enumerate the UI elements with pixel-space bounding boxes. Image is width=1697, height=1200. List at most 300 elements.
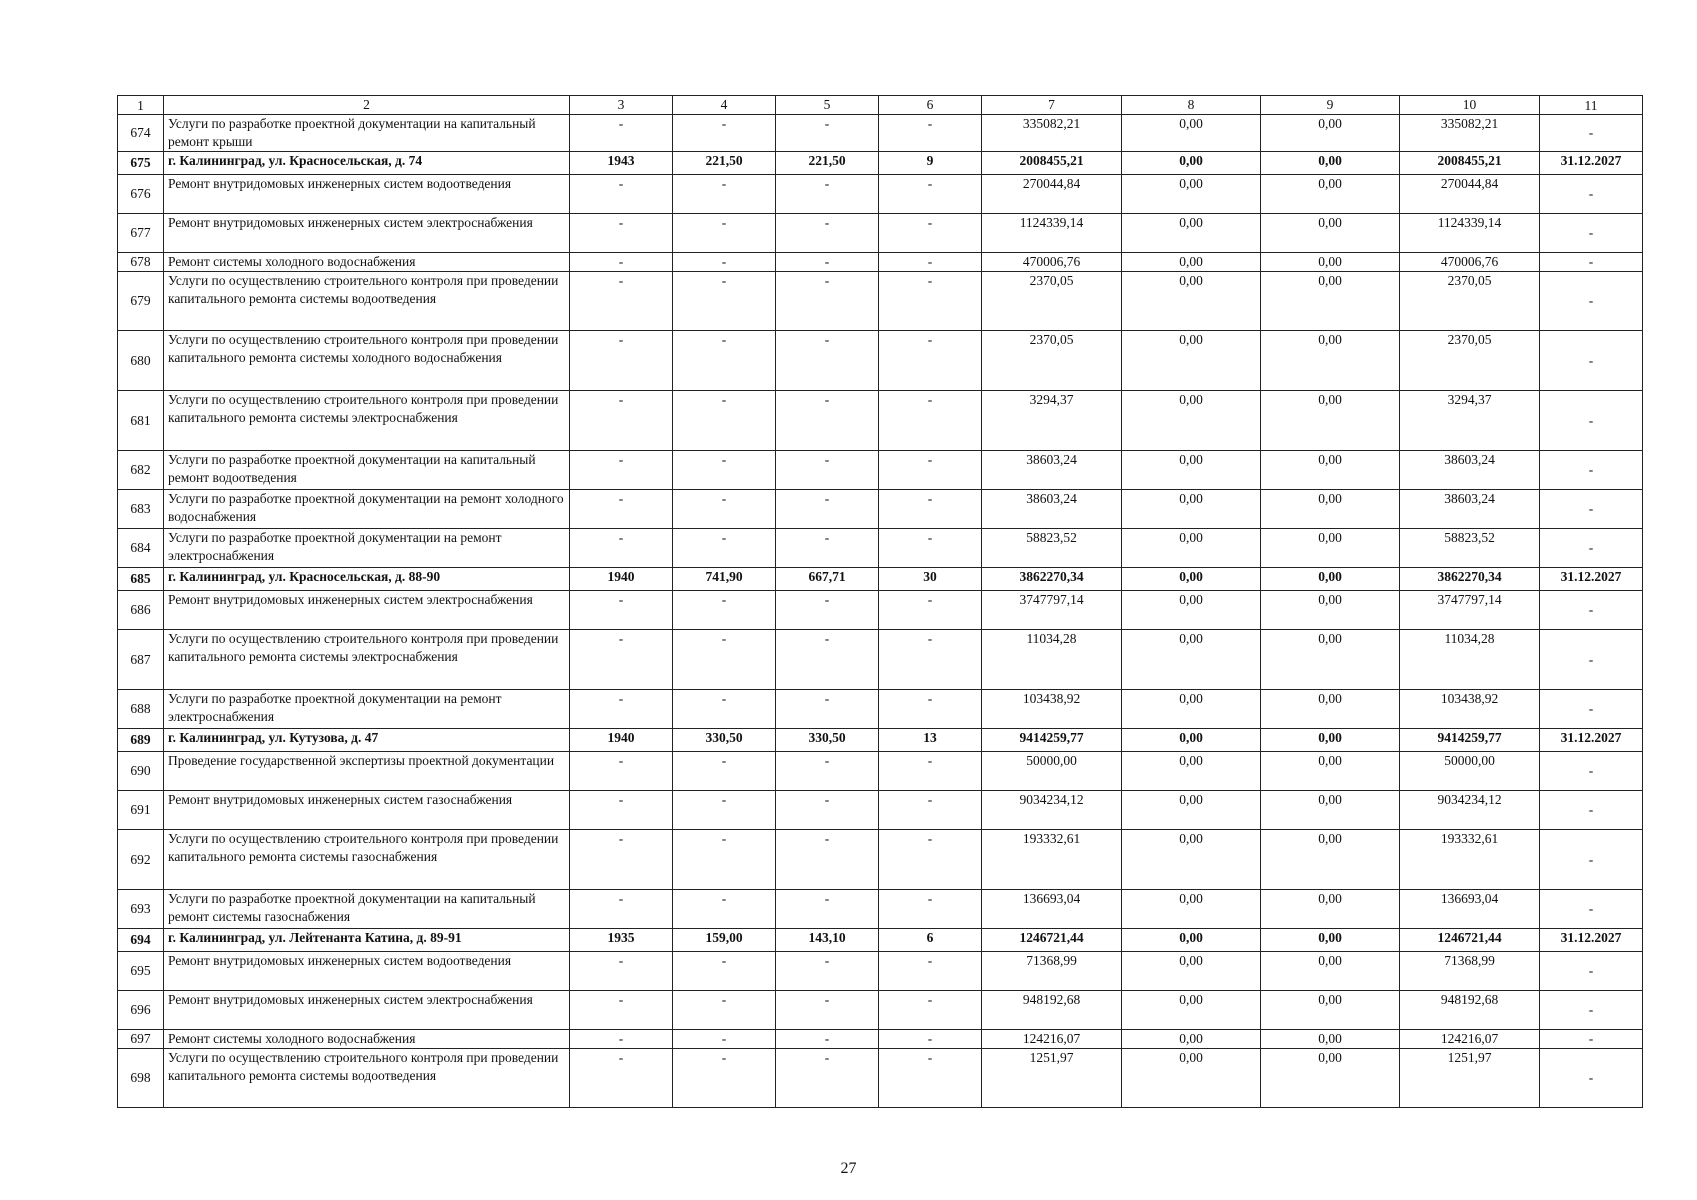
- fund-cell: 0,00: [1122, 115, 1261, 152]
- budget-cell: 0,00: [1261, 729, 1400, 752]
- total-cost-cell: 1251,97: [982, 1049, 1122, 1108]
- item-name: Ремонт внутридомовых инженерных систем газоснабжения: [164, 791, 570, 830]
- fund-cell: 0,00: [1122, 991, 1261, 1030]
- owners-cost-cell: 335082,21: [1400, 115, 1540, 152]
- residents-cell: -: [879, 630, 982, 690]
- budget-cell: 0,00: [1261, 529, 1400, 568]
- budget-cell: 0,00: [1261, 451, 1400, 490]
- fund-cell: 0,00: [1122, 272, 1261, 331]
- total-cost-cell: 3862270,34: [982, 568, 1122, 591]
- budget-cell: 0,00: [1261, 214, 1400, 253]
- budget-cell: 0,00: [1261, 175, 1400, 214]
- row-number: 686: [118, 591, 164, 630]
- area-living-cell: 143,10: [776, 929, 879, 952]
- budget-cell: 0,00: [1261, 115, 1400, 152]
- area-living-cell: -: [776, 214, 879, 253]
- row-number: 689: [118, 729, 164, 752]
- year-cell: -: [570, 1030, 673, 1049]
- owners-cost-cell: 58823,52: [1400, 529, 1540, 568]
- area-living-cell: -: [776, 1030, 879, 1049]
- deadline-cell: -: [1540, 1030, 1643, 1049]
- residents-cell: -: [879, 391, 982, 451]
- deadline-cell: 31.12.2027: [1540, 929, 1643, 952]
- area-living-cell: -: [776, 630, 879, 690]
- row-number: 684: [118, 529, 164, 568]
- row-number: 679: [118, 272, 164, 331]
- row-number: 680: [118, 331, 164, 391]
- row-number: 692: [118, 830, 164, 890]
- area-living-cell: -: [776, 791, 879, 830]
- item-name: г. Калининград, ул. Красносельская, д. 74: [164, 152, 570, 175]
- fund-cell: 0,00: [1122, 630, 1261, 690]
- owners-cost-cell: 3862270,34: [1400, 568, 1540, 591]
- owners-cost-cell: 2008455,21: [1400, 152, 1540, 175]
- fund-cell: 0,00: [1122, 830, 1261, 890]
- deadline-cell: -: [1540, 952, 1643, 991]
- total-cost-cell: 71368,99: [982, 952, 1122, 991]
- work-row: [118, 952, 1643, 991]
- row-number: 683: [118, 490, 164, 529]
- total-cost-cell: 1124339,14: [982, 214, 1122, 253]
- row-number: 697: [118, 1030, 164, 1049]
- deadline-cell: -: [1540, 490, 1643, 529]
- area-total-cell: -: [673, 890, 776, 929]
- deadline-cell: -: [1540, 690, 1643, 729]
- owners-cost-cell: 1124339,14: [1400, 214, 1540, 253]
- year-cell: -: [570, 391, 673, 451]
- area-total-cell: 221,50: [673, 152, 776, 175]
- deadline-cell: -: [1540, 253, 1643, 272]
- residents-cell: -: [879, 272, 982, 331]
- deadline-cell: -: [1540, 1049, 1643, 1108]
- year-cell: 1943: [570, 152, 673, 175]
- owners-cost-cell: 136693,04: [1400, 890, 1540, 929]
- area-total-cell: -: [673, 630, 776, 690]
- deadline-cell: -: [1540, 991, 1643, 1030]
- year-cell: -: [570, 175, 673, 214]
- budget-cell: 0,00: [1261, 690, 1400, 729]
- fund-cell: 0,00: [1122, 253, 1261, 272]
- fund-cell: 0,00: [1122, 175, 1261, 214]
- residents-cell: -: [879, 331, 982, 391]
- fund-cell: 0,00: [1122, 752, 1261, 791]
- column-number-header: 4: [673, 96, 776, 115]
- total-cost-cell: 335082,21: [982, 115, 1122, 152]
- deadline-cell: -: [1540, 890, 1643, 929]
- residents-cell: -: [879, 1049, 982, 1108]
- budget-cell: 0,00: [1261, 752, 1400, 791]
- owners-cost-cell: 3294,37: [1400, 391, 1540, 451]
- work-row: [118, 890, 1643, 929]
- fund-cell: 0,00: [1122, 952, 1261, 991]
- column-number-header: 7: [982, 96, 1122, 115]
- total-cost-cell: 2370,05: [982, 331, 1122, 391]
- area-total-cell: 159,00: [673, 929, 776, 952]
- area-living-cell: 667,71: [776, 568, 879, 591]
- total-cost-cell: 1246721,44: [982, 929, 1122, 952]
- column-number-header: 9: [1261, 96, 1400, 115]
- total-cost-cell: 3747797,14: [982, 591, 1122, 630]
- area-living-cell: -: [776, 591, 879, 630]
- year-cell: 1940: [570, 729, 673, 752]
- work-row: [118, 752, 1643, 791]
- row-number: 696: [118, 991, 164, 1030]
- area-total-cell: -: [673, 1049, 776, 1108]
- owners-cost-cell: 270044,84: [1400, 175, 1540, 214]
- owners-cost-cell: 103438,92: [1400, 690, 1540, 729]
- total-cost-cell: 2370,05: [982, 272, 1122, 331]
- area-total-cell: -: [673, 991, 776, 1030]
- item-name: Услуги по осуществлению строительного контроля при проведении капитального ремонта системы водоотведения: [164, 1049, 570, 1108]
- item-name: Услуги по осуществлению строительного контроля при проведении капитального ремонта системы электроснабжения: [164, 630, 570, 690]
- item-name: г. Калининград, ул. Кутузова, д. 47: [164, 729, 570, 752]
- residents-cell: -: [879, 791, 982, 830]
- area-total-cell: -: [673, 490, 776, 529]
- total-cost-cell: 2008455,21: [982, 152, 1122, 175]
- year-cell: -: [570, 591, 673, 630]
- fund-cell: 0,00: [1122, 929, 1261, 952]
- budget-cell: 0,00: [1261, 1049, 1400, 1108]
- area-living-cell: -: [776, 175, 879, 214]
- work-row: [118, 690, 1643, 729]
- item-name: Услуги по разработке проектной документации на капитальный ремонт крыши: [164, 115, 570, 152]
- address-row: [118, 152, 1643, 175]
- item-name: Услуги по разработке проектной документации на капитальный ремонт водоотведения: [164, 451, 570, 490]
- deadline-cell: -: [1540, 451, 1643, 490]
- total-cost-cell: 9414259,77: [982, 729, 1122, 752]
- work-row: [118, 175, 1643, 214]
- work-row: [118, 529, 1643, 568]
- column-number-header: 5: [776, 96, 879, 115]
- year-cell: 1940: [570, 568, 673, 591]
- fund-cell: 0,00: [1122, 152, 1261, 175]
- area-living-cell: -: [776, 1049, 879, 1108]
- budget-cell: 0,00: [1261, 568, 1400, 591]
- total-cost-cell: 270044,84: [982, 175, 1122, 214]
- area-total-cell: -: [673, 175, 776, 214]
- area-total-cell: -: [673, 1030, 776, 1049]
- work-row: [118, 253, 1643, 272]
- residents-cell: -: [879, 175, 982, 214]
- column-number-header: 6: [879, 96, 982, 115]
- budget-cell: 0,00: [1261, 991, 1400, 1030]
- owners-cost-cell: 9414259,77: [1400, 729, 1540, 752]
- row-number: 698: [118, 1049, 164, 1108]
- residents-cell: -: [879, 490, 982, 529]
- item-name: Услуги по осуществлению строительного контроля при проведении капитального ремонта системы электроснабжения: [164, 391, 570, 451]
- work-row: [118, 630, 1643, 690]
- residents-cell: 30: [879, 568, 982, 591]
- row-number: 675: [118, 152, 164, 175]
- year-cell: -: [570, 890, 673, 929]
- row-number: 687: [118, 630, 164, 690]
- residents-cell: 6: [879, 929, 982, 952]
- deadline-cell: -: [1540, 830, 1643, 890]
- work-row: [118, 591, 1643, 630]
- fund-cell: 0,00: [1122, 791, 1261, 830]
- area-total-cell: -: [673, 391, 776, 451]
- area-living-cell: -: [776, 752, 879, 791]
- deadline-cell: -: [1540, 591, 1643, 630]
- deadline-cell: -: [1540, 175, 1643, 214]
- area-living-cell: -: [776, 991, 879, 1030]
- owners-cost-cell: 38603,24: [1400, 490, 1540, 529]
- deadline-cell: 31.12.2027: [1540, 729, 1643, 752]
- address-row: [118, 729, 1643, 752]
- area-living-cell: -: [776, 890, 879, 929]
- column-number-header: 2: [164, 96, 570, 115]
- year-cell: -: [570, 1049, 673, 1108]
- fund-cell: 0,00: [1122, 890, 1261, 929]
- column-number-header: 10: [1400, 96, 1540, 115]
- column-number-header: 8: [1122, 96, 1261, 115]
- residents-cell: -: [879, 115, 982, 152]
- total-cost-cell: 193332,61: [982, 830, 1122, 890]
- row-number: 678: [118, 253, 164, 272]
- year-cell: -: [570, 214, 673, 253]
- owners-cost-cell: 193332,61: [1400, 830, 1540, 890]
- area-living-cell: 221,50: [776, 152, 879, 175]
- row-number: 681: [118, 391, 164, 451]
- work-row: [118, 331, 1643, 391]
- area-living-cell: -: [776, 690, 879, 729]
- deadline-cell: -: [1540, 791, 1643, 830]
- area-total-cell: -: [673, 272, 776, 331]
- year-cell: -: [570, 630, 673, 690]
- budget-cell: 0,00: [1261, 272, 1400, 331]
- area-total-cell: -: [673, 830, 776, 890]
- owners-cost-cell: 124216,07: [1400, 1030, 1540, 1049]
- residents-cell: -: [879, 253, 982, 272]
- residents-cell: -: [879, 690, 982, 729]
- work-row: [118, 830, 1643, 890]
- item-name: Проведение государственной экспертизы проектной документации: [164, 752, 570, 791]
- fund-cell: 0,00: [1122, 690, 1261, 729]
- year-cell: -: [570, 451, 673, 490]
- row-number: 691: [118, 791, 164, 830]
- item-name: Ремонт системы холодного водоснабжения: [164, 1030, 570, 1049]
- deadline-cell: -: [1540, 331, 1643, 391]
- area-living-cell: -: [776, 331, 879, 391]
- work-row: [118, 391, 1643, 451]
- item-name: Услуги по разработке проектной документации на ремонт электроснабжения: [164, 690, 570, 729]
- residents-cell: 9: [879, 152, 982, 175]
- work-row: [118, 214, 1643, 253]
- residents-cell: -: [879, 591, 982, 630]
- year-cell: -: [570, 253, 673, 272]
- residents-cell: -: [879, 952, 982, 991]
- work-row: [118, 272, 1643, 331]
- row-number: 694: [118, 929, 164, 952]
- residents-cell: 13: [879, 729, 982, 752]
- item-name: г. Калининград, ул. Лейтенанта Катина, д. 89-91: [164, 929, 570, 952]
- item-name: г. Калининград, ул. Красносельская, д. 88-90: [164, 568, 570, 591]
- item-name: Ремонт внутридомовых инженерных систем водоотведения: [164, 952, 570, 991]
- work-row: [118, 1030, 1643, 1049]
- deadline-cell: 31.12.2027: [1540, 568, 1643, 591]
- budget-cell: 0,00: [1261, 929, 1400, 952]
- owners-cost-cell: 1251,97: [1400, 1049, 1540, 1108]
- total-cost-cell: 50000,00: [982, 752, 1122, 791]
- residents-cell: -: [879, 214, 982, 253]
- owners-cost-cell: 948192,68: [1400, 991, 1540, 1030]
- residents-cell: -: [879, 991, 982, 1030]
- fund-cell: 0,00: [1122, 529, 1261, 568]
- row-number: 674: [118, 115, 164, 152]
- budget-cell: 0,00: [1261, 830, 1400, 890]
- year-cell: -: [570, 690, 673, 729]
- area-total-cell: -: [673, 451, 776, 490]
- area-living-cell: -: [776, 451, 879, 490]
- area-total-cell: -: [673, 752, 776, 791]
- area-total-cell: -: [673, 253, 776, 272]
- year-cell: -: [570, 752, 673, 791]
- fund-cell: 0,00: [1122, 729, 1261, 752]
- total-cost-cell: 136693,04: [982, 890, 1122, 929]
- area-total-cell: -: [673, 331, 776, 391]
- item-name: Ремонт внутридомовых инженерных систем электроснабжения: [164, 991, 570, 1030]
- budget-cell: 0,00: [1261, 630, 1400, 690]
- total-cost-cell: 58823,52: [982, 529, 1122, 568]
- residents-cell: -: [879, 890, 982, 929]
- residents-cell: -: [879, 529, 982, 568]
- budget-cell: 0,00: [1261, 791, 1400, 830]
- area-total-cell: -: [673, 214, 776, 253]
- deadline-cell: 31.12.2027: [1540, 152, 1643, 175]
- row-number: 690: [118, 752, 164, 791]
- area-total-cell: -: [673, 115, 776, 152]
- address-row: [118, 568, 1643, 591]
- owners-cost-cell: 50000,00: [1400, 752, 1540, 791]
- item-name: Ремонт внутридомовых инженерных систем электроснабжения: [164, 214, 570, 253]
- year-cell: -: [570, 830, 673, 890]
- budget-cell: 0,00: [1261, 490, 1400, 529]
- deadline-cell: -: [1540, 391, 1643, 451]
- area-living-cell: -: [776, 529, 879, 568]
- area-living-cell: -: [776, 490, 879, 529]
- work-row: [118, 1049, 1643, 1108]
- work-row: [118, 451, 1643, 490]
- total-cost-cell: 11034,28: [982, 630, 1122, 690]
- item-name: Услуги по разработке проектной документации на ремонт холодного водоснабжения: [164, 490, 570, 529]
- row-number: 676: [118, 175, 164, 214]
- year-cell: -: [570, 952, 673, 991]
- work-row: [118, 991, 1643, 1030]
- year-cell: -: [570, 991, 673, 1030]
- deadline-cell: -: [1540, 630, 1643, 690]
- area-living-cell: -: [776, 952, 879, 991]
- year-cell: -: [570, 115, 673, 152]
- fund-cell: 0,00: [1122, 568, 1261, 591]
- table-header-row: [118, 96, 1643, 115]
- deadline-cell: -: [1540, 214, 1643, 253]
- fund-cell: 0,00: [1122, 331, 1261, 391]
- row-number: 677: [118, 214, 164, 253]
- fund-cell: 0,00: [1122, 591, 1261, 630]
- page-number: 27: [840, 1160, 857, 1177]
- year-cell: -: [570, 331, 673, 391]
- fund-cell: 0,00: [1122, 490, 1261, 529]
- owners-cost-cell: 9034234,12: [1400, 791, 1540, 830]
- row-number: 685: [118, 568, 164, 591]
- fund-cell: 0,00: [1122, 451, 1261, 490]
- area-total-cell: 330,50: [673, 729, 776, 752]
- year-cell: -: [570, 791, 673, 830]
- item-name: Услуги по осуществлению строительного контроля при проведении капитального ремонта системы водоотведения: [164, 272, 570, 331]
- total-cost-cell: 38603,24: [982, 451, 1122, 490]
- works-table: [117, 95, 1643, 1108]
- fund-cell: 0,00: [1122, 391, 1261, 451]
- address-row: [118, 929, 1643, 952]
- budget-cell: 0,00: [1261, 391, 1400, 451]
- area-living-cell: -: [776, 253, 879, 272]
- year-cell: 1935: [570, 929, 673, 952]
- area-total-cell: 741,90: [673, 568, 776, 591]
- budget-cell: 0,00: [1261, 952, 1400, 991]
- area-living-cell: -: [776, 272, 879, 331]
- row-number: 695: [118, 952, 164, 991]
- area-living-cell: -: [776, 391, 879, 451]
- total-cost-cell: 124216,07: [982, 1030, 1122, 1049]
- area-living-cell: -: [776, 830, 879, 890]
- work-row: [118, 490, 1643, 529]
- budget-cell: 0,00: [1261, 152, 1400, 175]
- budget-cell: 0,00: [1261, 331, 1400, 391]
- deadline-cell: -: [1540, 272, 1643, 331]
- budget-cell: 0,00: [1261, 253, 1400, 272]
- budget-cell: 0,00: [1261, 591, 1400, 630]
- total-cost-cell: 38603,24: [982, 490, 1122, 529]
- year-cell: -: [570, 490, 673, 529]
- fund-cell: 0,00: [1122, 214, 1261, 253]
- owners-cost-cell: 2370,05: [1400, 331, 1540, 391]
- area-total-cell: -: [673, 791, 776, 830]
- row-number: 682: [118, 451, 164, 490]
- fund-cell: 0,00: [1122, 1049, 1261, 1108]
- row-number: 688: [118, 690, 164, 729]
- area-total-cell: -: [673, 690, 776, 729]
- total-cost-cell: 9034234,12: [982, 791, 1122, 830]
- column-number-header: 11: [1540, 96, 1643, 115]
- fund-cell: 0,00: [1122, 1030, 1261, 1049]
- item-name: Ремонт системы холодного водоснабжения: [164, 253, 570, 272]
- total-cost-cell: 103438,92: [982, 690, 1122, 729]
- item-name: Услуги по разработке проектной документации на капитальный ремонт системы газоснабжения: [164, 890, 570, 929]
- budget-cell: 0,00: [1261, 890, 1400, 929]
- area-total-cell: -: [673, 529, 776, 568]
- item-name: Услуги по осуществлению строительного контроля при проведении капитального ремонта системы холодного водоснабжения: [164, 331, 570, 391]
- area-total-cell: -: [673, 591, 776, 630]
- total-cost-cell: 3294,37: [982, 391, 1122, 451]
- deadline-cell: -: [1540, 115, 1643, 152]
- item-name: Ремонт внутридомовых инженерных систем электроснабжения: [164, 591, 570, 630]
- budget-cell: 0,00: [1261, 1030, 1400, 1049]
- owners-cost-cell: 11034,28: [1400, 630, 1540, 690]
- item-name: Услуги по осуществлению строительного контроля при проведении капитального ремонта системы газоснабжения: [164, 830, 570, 890]
- residents-cell: -: [879, 451, 982, 490]
- area-living-cell: 330,50: [776, 729, 879, 752]
- owners-cost-cell: 470006,76: [1400, 253, 1540, 272]
- column-number-header: 1: [118, 96, 164, 115]
- column-number-header: 3: [570, 96, 673, 115]
- year-cell: -: [570, 529, 673, 568]
- residents-cell: -: [879, 830, 982, 890]
- item-name: Ремонт внутридомовых инженерных систем водоотведения: [164, 175, 570, 214]
- owners-cost-cell: 3747797,14: [1400, 591, 1540, 630]
- total-cost-cell: 948192,68: [982, 991, 1122, 1030]
- owners-cost-cell: 2370,05: [1400, 272, 1540, 331]
- owners-cost-cell: 71368,99: [1400, 952, 1540, 991]
